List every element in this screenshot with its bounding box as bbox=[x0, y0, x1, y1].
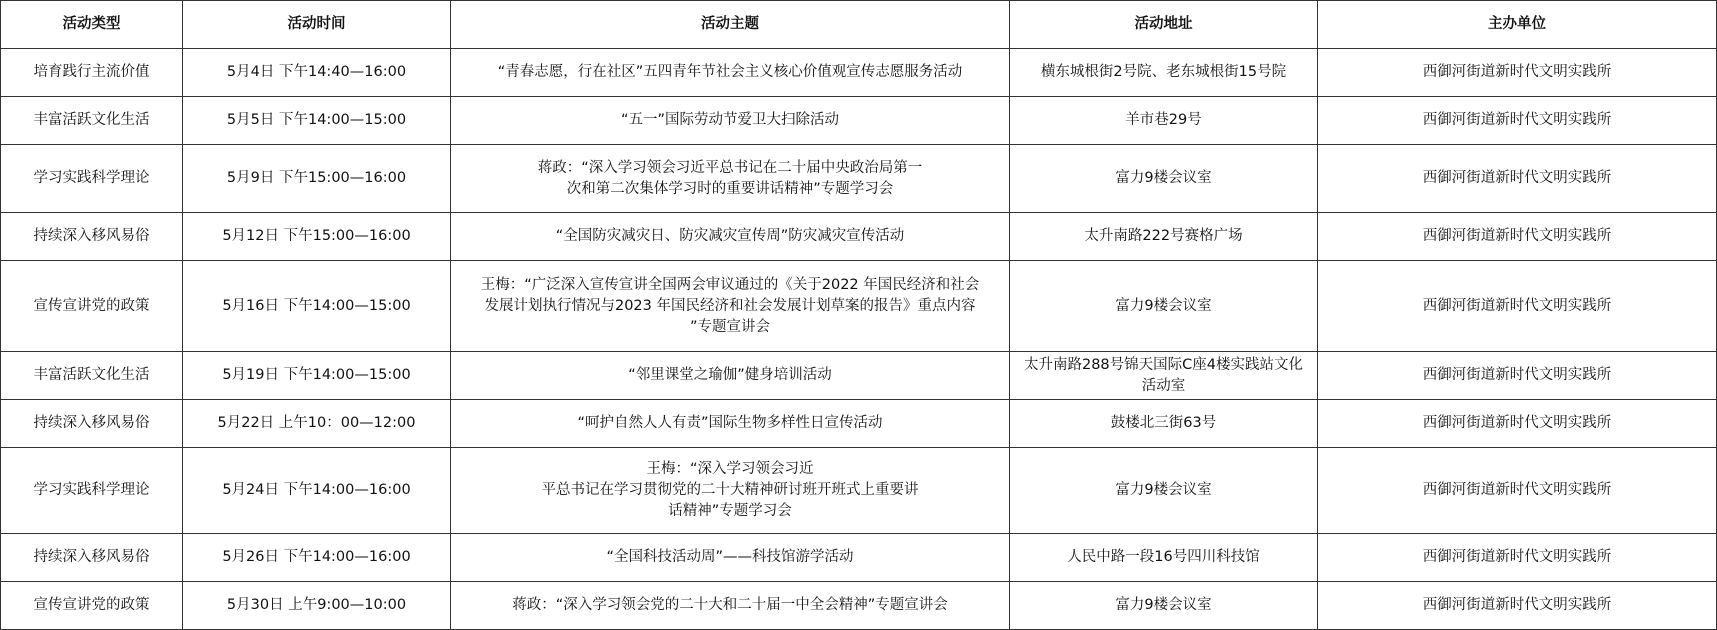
cell-activity-time: 5月9日 下午15:00—16:00 bbox=[183, 145, 451, 213]
cell-activity-theme: 王梅：“广泛深入宣传宣讲全国两会审议通过的《关于2022 年国民经济和社会 发展计划执行情况与2023 年国民经济和社会发展计划草案的报告》重点内容 ”专题宣讲会 bbox=[451, 261, 1010, 352]
cell-activity-address: 横东城根街2号院、老东城根街15号院 bbox=[1010, 49, 1318, 97]
cell-activity-time: 5月12日 下午15:00—16:00 bbox=[183, 213, 451, 261]
cell-organizer: 西御河街道新时代文明实践所 bbox=[1318, 448, 1717, 534]
cell-activity-type: 丰富活跃文化生活 bbox=[1, 97, 183, 145]
cell-activity-time: 5月30日 上午9:00—10:00 bbox=[183, 582, 451, 630]
cell-activity-time: 5月16日 下午14:00—15:00 bbox=[183, 261, 451, 352]
cell-organizer: 西御河街道新时代文明实践所 bbox=[1318, 352, 1717, 400]
cell-organizer: 西御河街道新时代文明实践所 bbox=[1318, 261, 1717, 352]
table-row bbox=[1, 448, 1717, 534]
table-row bbox=[1, 352, 1717, 400]
cell-activity-address: 太升南路222号赛格广场 bbox=[1010, 213, 1318, 261]
cell-activity-time: 5月19日 下午14:00—15:00 bbox=[183, 352, 451, 400]
table-row bbox=[1, 534, 1717, 582]
header-activity-type: 活动类型 bbox=[1, 1, 183, 49]
header-organizer: 主办单位 bbox=[1318, 1, 1717, 49]
cell-activity-time: 5月4日 下午14:40—16:00 bbox=[183, 49, 451, 97]
table-row bbox=[1, 213, 1717, 261]
cell-activity-time: 5月24日 下午14:00—16:00 bbox=[183, 448, 451, 534]
table-row bbox=[1, 582, 1717, 630]
cell-activity-type: 培育践行主流价值 bbox=[1, 49, 183, 97]
cell-activity-type: 宣传宣讲党的政策 bbox=[1, 261, 183, 352]
cell-activity-address: 羊市巷29号 bbox=[1010, 97, 1318, 145]
table-row bbox=[1, 145, 1717, 213]
cell-activity-theme: “呵护自然人人有责”国际生物多样性日宣传活动 bbox=[451, 400, 1010, 448]
cell-activity-address: 富力9楼会议室 bbox=[1010, 145, 1318, 213]
cell-activity-address: 太升南路288号锦天国际C座4楼实践站文化 活动室 bbox=[1010, 352, 1318, 400]
cell-activity-theme: 蒋政：“深入学习领会习近平总书记在二十届中央政治局第一 次和第二次集体学习时的重要讲话精神”专题学习会 bbox=[451, 145, 1010, 213]
cell-activity-address: 富力9楼会议室 bbox=[1010, 582, 1318, 630]
table-row bbox=[1, 400, 1717, 448]
header-activity-time: 活动时间 bbox=[183, 1, 451, 49]
cell-activity-address: 人民中路一段16号四川科技馆 bbox=[1010, 534, 1318, 582]
cell-organizer: 西御河街道新时代文明实践所 bbox=[1318, 582, 1717, 630]
cell-activity-theme: “全国防灾减灾日、防灾减灾宣传周”防灾减灾宣传活动 bbox=[451, 213, 1010, 261]
cell-activity-theme: 王梅：“深入学习领会习近 平总书记在学习贯彻党的二十大精神研讨班开班式上重要讲 话精神”专题学习会 bbox=[451, 448, 1010, 534]
cell-activity-type: 持续深入移风易俗 bbox=[1, 400, 183, 448]
cell-organizer: 西御河街道新时代文明实践所 bbox=[1318, 534, 1717, 582]
cell-activity-time: 5月26日 下午14:00—16:00 bbox=[183, 534, 451, 582]
cell-activity-theme: “全国科技活动周”——科技馆游学活动 bbox=[451, 534, 1010, 582]
table-header-row bbox=[1, 1, 1717, 49]
cell-activity-theme: “青春志愿，行在社区”五四青年节社会主义核心价值观宣传志愿服务活动 bbox=[451, 49, 1010, 97]
cell-activity-theme: 蒋政：“深入学习领会党的二十大和二十届一中全会精神”专题宣讲会 bbox=[451, 582, 1010, 630]
table-row bbox=[1, 261, 1717, 352]
cell-activity-address: 鼓楼北三街63号 bbox=[1010, 400, 1318, 448]
cell-organizer: 西御河街道新时代文明实践所 bbox=[1318, 213, 1717, 261]
cell-activity-type: 持续深入移风易俗 bbox=[1, 534, 183, 582]
table-row bbox=[1, 49, 1717, 97]
cell-activity-theme: “五一”国际劳动节爱卫大扫除活动 bbox=[451, 97, 1010, 145]
cell-organizer: 西御河街道新时代文明实践所 bbox=[1318, 49, 1717, 97]
cell-activity-type: 学习实践科学理论 bbox=[1, 145, 183, 213]
header-activity-theme: 活动主题 bbox=[451, 1, 1010, 49]
cell-activity-time: 5月22日 上午10：00—12:00 bbox=[183, 400, 451, 448]
cell-organizer: 西御河街道新时代文明实践所 bbox=[1318, 400, 1717, 448]
cell-organizer: 西御河街道新时代文明实践所 bbox=[1318, 97, 1717, 145]
cell-activity-type: 学习实践科学理论 bbox=[1, 448, 183, 534]
cell-activity-type: 持续深入移风易俗 bbox=[1, 213, 183, 261]
cell-activity-type: 丰富活跃文化生活 bbox=[1, 352, 183, 400]
cell-activity-address: 富力9楼会议室 bbox=[1010, 448, 1318, 534]
cell-activity-theme: “邻里课堂之瑜伽”健身培训活动 bbox=[451, 352, 1010, 400]
cell-activity-type: 宣传宣讲党的政策 bbox=[1, 582, 183, 630]
header-activity-address: 活动地址 bbox=[1010, 1, 1318, 49]
cell-activity-address: 富力9楼会议室 bbox=[1010, 261, 1318, 352]
cell-activity-time: 5月5日 下午14:00—15:00 bbox=[183, 97, 451, 145]
cell-organizer: 西御河街道新时代文明实践所 bbox=[1318, 145, 1717, 213]
table-row bbox=[1, 97, 1717, 145]
